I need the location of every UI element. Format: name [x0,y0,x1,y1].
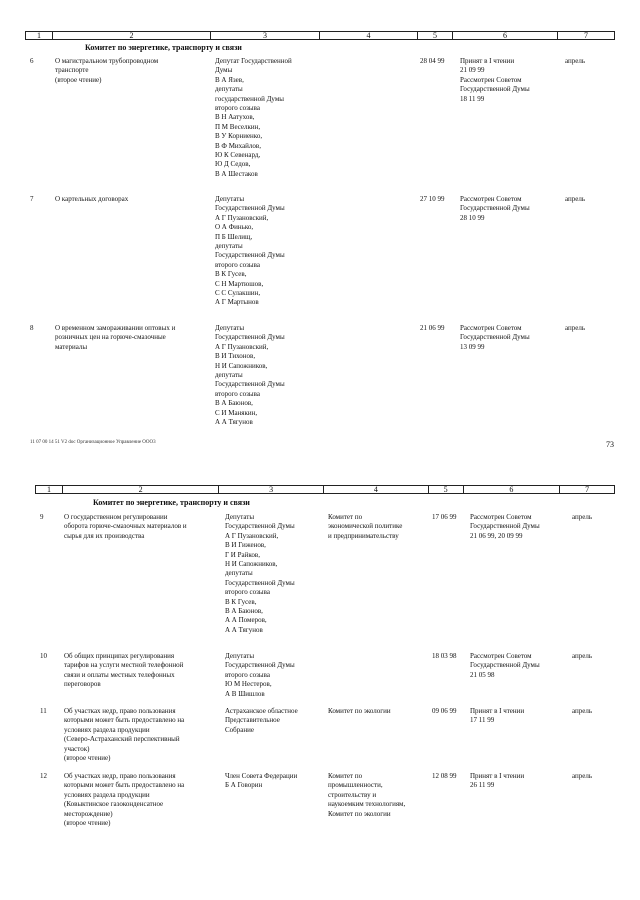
col-num-5: 5 [429,486,464,493]
col-num-6: 6 [464,486,561,493]
submission-date: 09 06 99 [432,707,457,715]
co-committee: Комитет по экологии [328,707,391,715]
bill-authors: Астраханское областное Представительное Собрание [225,707,298,734]
column-number-header [35,485,615,494]
row-number: 11 [40,707,47,715]
column-number-header [25,31,615,40]
row-number: 9 [40,513,44,521]
submission-date: 12 08 99 [432,772,457,780]
planned-month: апрель [565,57,586,65]
row-number: 12 [40,772,47,780]
bill-title: О государственном регулировании оборота горюче-смазочных материалов и сырья для их производства [64,513,187,540]
document-footer: 11 07 00 14 51 V2 doc Организационное Управление ООО3 [30,440,156,445]
planned-month: апрель [572,772,593,780]
bill-title: О временном замораживании оптовых и розничных цен на горюче-смазочные материалы [55,324,176,351]
bill-authors: Депутаты Государственной Думы второго созыва Ю М Нестеров, А В Шишлов [225,652,295,698]
col-num-3: 3 [219,486,324,493]
planned-month: апрель [572,513,593,521]
bill-authors: Член Совета Федерации Б А Говорин [225,772,298,790]
col-num-6: 6 [453,32,558,39]
col-num-1: 1 [26,32,53,39]
planned-month: апрель [565,324,586,332]
row-number: 7 [30,195,34,203]
col-num-5: 5 [418,32,453,39]
submission-date: 18 03 98 [432,652,457,660]
col-num-3: 3 [211,32,320,39]
committee-title: Комитет по энергетике, транспорту и связи [93,498,250,507]
bill-title: О картельных договорах [55,195,129,203]
committee-title: Комитет по энергетике, транспорту и связи [85,43,242,52]
bill-status: Рассмотрен Советом Государственной Думы 28 10 99 [460,195,530,222]
submission-date: 17 06 99 [432,513,457,521]
row-number: 10 [40,652,47,660]
bill-authors: Депутаты Государственной Думы А Г Пузановский, В И Гиженов, Г И Райков, Н И Сапожников, депутаты Государственной Думы второго созыва В К Гусев, В А Баюнов, А А Померов, А А Тягунов [225,513,295,634]
co-committee: Комитет по экономической политике и предпринимательству [328,513,403,540]
col-num-2: 2 [63,486,219,493]
col-num-7: 7 [585,485,590,494]
bill-status: Рассмотрен Советом Государственной Думы 21 06 99, 20 09 99 [470,513,540,540]
bill-title: Об участках недр, право пользования которыми может быть предоставлено на условиях раздела продукции (Ковыктинское газоконденсатное месторождение) (второе чтение) [64,772,185,828]
col-num-4: 4 [320,32,418,39]
row-number: 8 [30,324,34,332]
col-num-1: 1 [36,486,63,493]
planned-month: апрель [572,707,593,715]
planned-month: апрель [572,652,593,660]
bill-title: Об общих принципах регулирования тарифов на услуги местной телефонной связи и оплаты местных телефонных переговоров [64,652,184,689]
co-committee: Комитет по промышленности, строительству и наукоемким технологиям, Комитет по экологии [328,772,406,818]
bill-status: Принят в I чтении 17 11 99 [470,707,525,725]
page-2 [0,450,640,900]
bill-status: Принят в I чтении 21 09 99 Рассмотрен Советом Государственной Думы 18 11 99 [460,57,530,103]
bill-authors: Депутаты Государственной Думы А Г Пузановский, В И Тихонов, Н И Сапожников, депутаты Государственной Думы второго созыва В А Баюнов, С И Манякин, А А Тягунов [215,324,285,427]
submission-date: 28 04 99 [420,57,445,65]
bill-title: Об участках недр, право пользования которыми может быть предоставлено на условиях раздела продукции (Северо-Астраханский перспективный участок) (второе чтение) [64,707,185,763]
col-num-2: 2 [53,32,211,39]
bill-status: Рассмотрен Советом Государственной Думы 21 05 98 [470,652,540,679]
submission-date: 21 06 99 [420,324,445,332]
col-num-7: 7 [584,31,588,40]
submission-date: 27 10 99 [420,195,445,203]
bill-status: Рассмотрен Советом Государственной Думы 13 09 99 [460,324,530,351]
bill-authors: Депутат Государственной Думы В А Язев, депутаты государственной Думы второго созыва В Н Аатухов, П М Веселкин, В У Корниенко, В Ф Михайлов, Ю К Севенард, Ю Д Седов, В А Шестаков [215,57,292,178]
bill-authors: Депутаты Государственной Думы А Г Пузановский, О А Финько, П Б Шелищ, депутаты Государственной Думы второго созыва В К Гусев, С Н Мартюшов, С С Сулакшин, А Г Мартынов [215,195,285,307]
page-number: 73 [606,440,614,449]
planned-month: апрель [565,195,586,203]
row-number: 6 [30,57,34,65]
bill-title: О магистральном трубопроводном транспорте (второе чтение) [55,57,159,84]
bill-status: Принят в I чтении 26 11 99 [470,772,525,790]
col-num-4: 4 [324,486,429,493]
